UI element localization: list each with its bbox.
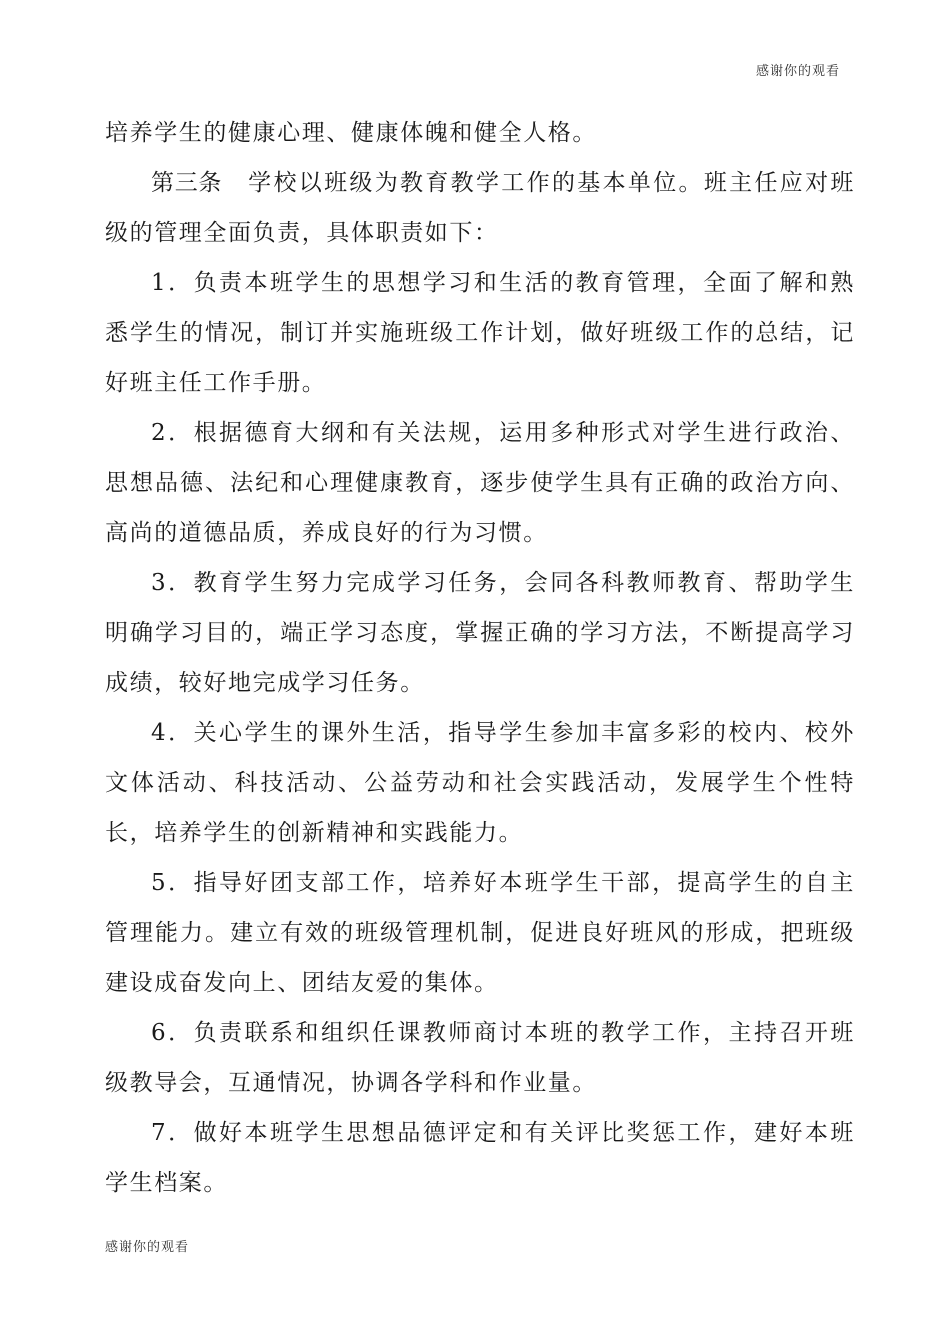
duty-item-4: 4．关心学生的课外生活，指导学生参加丰富多彩的校内、校外文体活动、科技活动、公益劳动和社会实践活动，发展学生个性特长，培养学生的创新精神和实践能力。 — [105, 720, 855, 846]
duty-item-6: 6．负责联系和组织任课教师商讨本班的教学工作，主持召开班级教导会，互通情况，协调各学科和作业量。 — [105, 1020, 855, 1096]
duty-item-5: 5．指导好团支部工作，培养好本班学生干部，提高学生的自主管理能力。建立有效的班级管理机制，促进良好班风的形成，把班级建设成奋发向上、团结友爱的集体。 — [105, 870, 855, 996]
duty-item-1: 1．负责本班学生的思想学习和生活的教育管理，全面了解和熟悉学生的情况，制订并实施班级工作计划，做好班级工作的总结，记好班主任工作手册。 — [105, 270, 855, 396]
duty-item-3: 3．教育学生努力完成学习任务，会同各科教师教育、帮助学生明确学习目的，端正学习态度，掌握正确的学习方法，不断提高学习成绩，较好地完成学习任务。 — [105, 570, 855, 696]
article-paragraph — [105, 158, 855, 258]
duty-item-7: 7．做好本班学生思想品德评定和有关评比奖惩工作，建好本班学生档案。 — [105, 1120, 855, 1196]
header-note: 感谢你的观看 — [755, 64, 840, 79]
intro-paragraph: 培养学生的健康心理、健康体魄和健全人格。 — [105, 120, 597, 146]
duty-item-2: 2．根据德育大纲和有关法规，运用多种形式对学生进行政治、思想品德、法纪和心理健康教育，逐步使学生具有正确的政治方向、高尚的道德品质，养成良好的行为习惯。 — [105, 420, 855, 546]
document-body — [105, 108, 855, 1208]
article-label: 第三条 — [151, 170, 223, 196]
footer-note: 感谢你的观看 — [105, 1240, 190, 1255]
article-text: 学校以班级为教育教学工作的基本单位。班主任应对班级的管理全面负责，具体职责如下： — [105, 170, 856, 246]
